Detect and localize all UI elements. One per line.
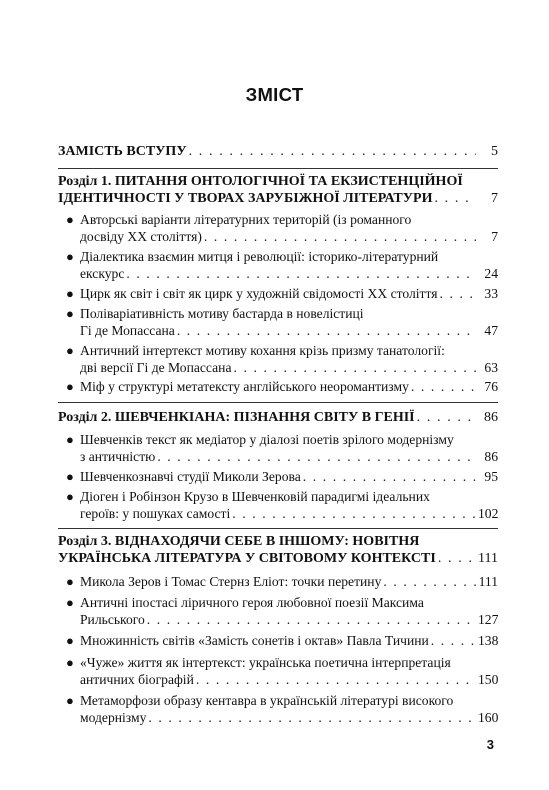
toc-item[interactable] <box>66 431 498 465</box>
toc-entry-intro[interactable] <box>58 143 498 160</box>
entry-page: 95 <box>484 469 498 484</box>
leader-dots <box>204 228 476 245</box>
leader-dots <box>147 611 476 628</box>
leader-dots <box>148 709 476 726</box>
toc-item[interactable] <box>66 594 499 628</box>
item-text-line: Шевченкознавчі студії Миколи Зерова <box>80 469 301 484</box>
page-number: 3 <box>486 737 494 752</box>
leader-dots <box>126 265 476 282</box>
section-title-line: ІДЕНТИЧНОСТІ У ТВОРАХ ЗАРУБІЖНОЇ ЛІТЕРАТУРИ <box>58 191 433 206</box>
section-title-line: Розділ 3. ВІДНАХОДЯЧИ СЕБЕ В ІНШОМУ: НОВІТНЯ <box>58 534 420 549</box>
item-text-line: Рильського <box>80 612 145 627</box>
entry-page: 7 <box>491 191 498 206</box>
item-text-line: Гі де Мопассана <box>80 323 175 338</box>
entry-page: 47 <box>484 323 498 338</box>
leader-dots <box>232 505 476 522</box>
leader-dots <box>233 359 476 376</box>
section-title-line: Розділ 2. ШЕВЧЕНКІАНА: ПІЗНАННЯ СВІТУ В ГЕНІЇ <box>58 410 415 425</box>
bullet-icon: ● <box>66 343 74 358</box>
entry-page: 150 <box>478 672 499 687</box>
item-text-line: Античні іпостасі ліричного героя любовної поезії Максима <box>80 595 424 610</box>
section-divider <box>58 528 498 529</box>
leader-dots <box>177 322 476 339</box>
leader-dots <box>438 550 476 567</box>
section-divider <box>58 402 498 403</box>
bullet-icon: ● <box>66 655 74 670</box>
item-text-line: Метаморфози образу кентавра в українській літературі високого <box>80 693 454 708</box>
toc-item[interactable] <box>66 305 498 339</box>
entry-page: 86 <box>484 410 498 425</box>
entry-page: 5 <box>491 144 498 159</box>
leader-dots <box>417 409 476 426</box>
toc-item[interactable] <box>66 468 498 485</box>
entry-label: ЗАМІСТЬ ВСТУПУ <box>58 144 187 159</box>
entry-page: 33 <box>484 286 498 301</box>
item-text-line: Шевченків текст як медіатор у діалозі поетів зрілого модернізму <box>80 432 454 447</box>
leader-dots <box>383 573 476 590</box>
entry-page: 86 <box>484 449 498 464</box>
bullet-icon: ● <box>66 286 74 301</box>
bullet-icon: ● <box>66 249 74 264</box>
leader-dots <box>157 448 476 465</box>
entry-page: 160 <box>478 710 499 725</box>
bullet-icon: ● <box>66 633 74 648</box>
item-text-line: Авторські варіанти літературних територій (із романного <box>80 212 412 227</box>
toc-item[interactable] <box>66 692 499 726</box>
section-3-heading[interactable] <box>58 533 498 567</box>
section-title-line: Розділ 1. ПИТАННЯ ОНТОЛОГІЧНОЇ ТА ЕКЗИСТЕНЦІЙНОЇ <box>58 174 463 189</box>
item-text-line: античних біографій <box>80 672 194 687</box>
entry-page: 63 <box>484 360 498 375</box>
leader-dots <box>431 632 476 649</box>
section-1-heading[interactable] <box>58 173 498 207</box>
item-text-line: Множинність світів «Замість сонетів і октав» Павла Тичини <box>80 633 429 648</box>
item-text-line: «Чуже» життя як інтертекст: українська поетична інтерпретація <box>80 655 451 670</box>
bullet-icon: ● <box>66 693 74 708</box>
section-divider <box>58 168 498 169</box>
item-text-line: з античністю <box>80 449 156 464</box>
item-text-line: екскурс <box>80 266 125 281</box>
item-text-line: Цирк як світ і світ як цирк у художній свідомості ХХ століття <box>80 286 438 301</box>
item-text-line: Діоген і Робінзон Крузо в Шевченковій парадигмі ідеальних <box>80 489 430 504</box>
bullet-icon: ● <box>66 379 74 394</box>
section-title-line: УКРАЇНСЬКА ЛІТЕРАТУРА У СВІТОВОМУ КОНТЕКСТІ <box>58 551 436 566</box>
toc-item[interactable] <box>66 488 499 522</box>
leader-dots <box>434 190 476 207</box>
toc-item[interactable] <box>66 632 499 649</box>
item-text-line: Поліваріативність мотиву бастарда в новелістиці <box>80 306 364 321</box>
item-text-line: досвіду ХХ століття) <box>80 229 202 244</box>
toc-item[interactable] <box>66 211 498 245</box>
item-text-line: героїв: у пошуках самості <box>80 506 231 521</box>
entry-page: 24 <box>484 266 498 281</box>
bullet-icon: ● <box>66 595 74 610</box>
toc-item[interactable] <box>66 248 498 282</box>
bullet-icon: ● <box>66 432 74 447</box>
entry-page: 102 <box>478 506 499 521</box>
toc-item[interactable] <box>66 342 498 376</box>
leader-dots <box>440 285 477 302</box>
bullet-icon: ● <box>66 306 74 321</box>
entry-page: 127 <box>478 612 499 627</box>
entry-page: 111 <box>478 574 498 589</box>
leader-dots <box>303 468 476 485</box>
entry-page: 76 <box>484 379 498 394</box>
bullet-icon: ● <box>66 489 74 504</box>
bullet-icon: ● <box>66 574 74 589</box>
toc-item[interactable] <box>66 378 498 395</box>
item-text-line: Діалектика взаємин митця і революції: історико-літературний <box>80 249 439 264</box>
toc-item[interactable] <box>66 573 498 590</box>
item-text-line: Античний інтертекст мотиву кохання крізь призму танатології: <box>80 343 445 358</box>
item-text-line: модернізму <box>80 710 147 725</box>
entry-page: 111 <box>478 551 498 566</box>
leader-dots <box>189 143 476 160</box>
toc-item[interactable] <box>66 654 499 688</box>
item-text-line: дві версії Гі де Мопассана <box>80 360 232 375</box>
entry-page: 7 <box>491 229 498 244</box>
page-title: ЗМІСТ <box>245 84 304 105</box>
item-text-line: Микола Зеров і Томас Стернз Еліот: точки перетину <box>80 574 382 589</box>
bullet-icon: ● <box>66 212 74 227</box>
bullet-icon: ● <box>66 469 74 484</box>
entry-page: 138 <box>478 633 499 648</box>
item-text-line: Міф у структурі метатексту англійського неоромантизму <box>80 379 409 394</box>
toc-item[interactable] <box>66 285 498 302</box>
leader-dots <box>196 671 476 688</box>
leader-dots <box>411 378 476 395</box>
section-2-heading[interactable] <box>58 409 498 426</box>
